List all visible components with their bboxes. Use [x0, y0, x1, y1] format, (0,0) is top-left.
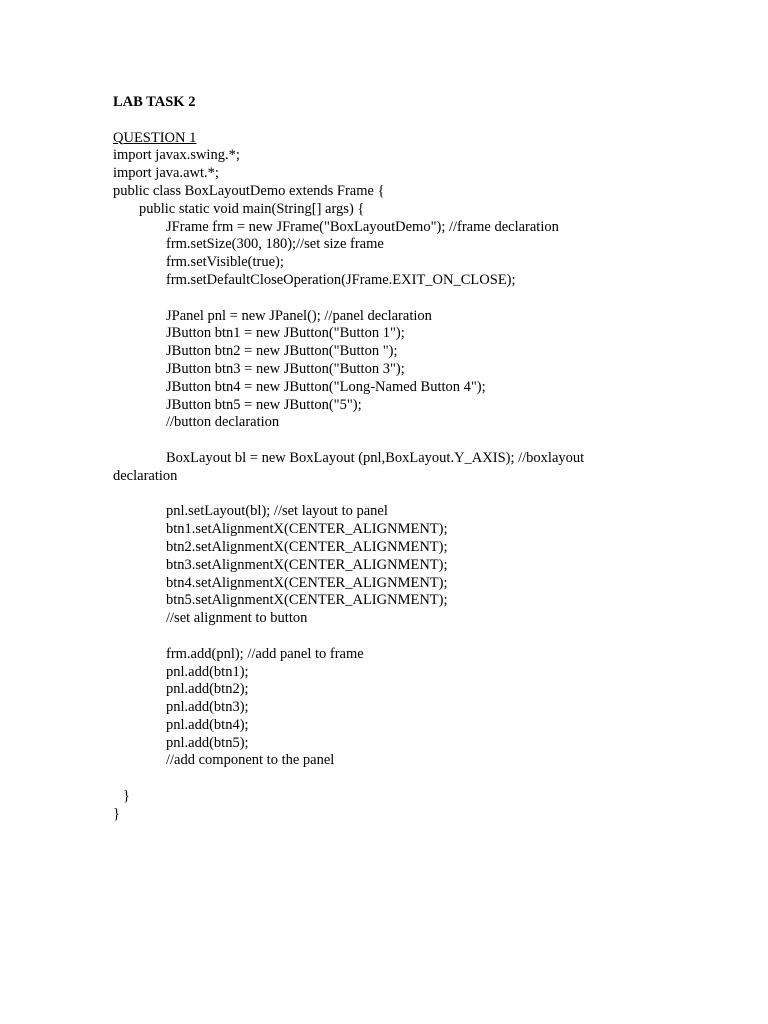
code-line: //button declaration [166, 414, 280, 431]
code-line: btn3.setAlignmentX(CENTER_ALIGNMENT); [166, 556, 448, 573]
code-line: btn1.setAlignmentX(CENTER_ALIGNMENT); [166, 521, 448, 538]
code-line: pnl.add(btn3); [166, 699, 249, 716]
document-title: LAB TASK 2 [113, 94, 196, 110]
code-line: public class BoxLayoutDemo extends Frame { [113, 182, 385, 199]
code-line: declaration [113, 467, 178, 484]
spacer [113, 112, 673, 130]
code-line: pnl.add(btn1); [166, 663, 249, 680]
code-line: //add component to the panel [166, 752, 335, 769]
code-line: } [123, 788, 130, 805]
code-line: btn2.setAlignmentX(CENTER_ALIGNMENT); [166, 538, 448, 555]
code-line: import javax.swing.*; [113, 147, 240, 164]
spacer [113, 770, 673, 788]
code-line: frm.setVisible(true); [166, 254, 284, 271]
code-line: JButton btn2 = new JButton("Button "); [166, 343, 398, 360]
code-line: import java.awt.*; [113, 165, 219, 182]
document-body [113, 94, 673, 824]
code-line: JButton btn5 = new JButton("5"); [166, 396, 362, 413]
code-line: pnl.add(btn5); [166, 734, 249, 751]
question-heading: QUESTION 1 [113, 129, 197, 146]
code-line: JButton btn1 = new JButton("Button 1"); [166, 325, 405, 342]
code-line: frm.setSize(300, 180);//set size frame [166, 236, 384, 253]
code-line: JPanel pnl = new JPanel(); //panel declaration [166, 307, 432, 324]
spacer [113, 290, 673, 308]
spacer [113, 628, 673, 646]
code-line: pnl.add(btn4); [166, 716, 249, 733]
code-line: //set alignment to button [166, 610, 308, 627]
code-line: pnl.add(btn2); [166, 681, 249, 698]
code-line: JButton btn3 = new JButton("Button 3"); [166, 360, 405, 377]
code-line: btn4.setAlignmentX(CENTER_ALIGNMENT); [166, 574, 448, 591]
code-line: JButton btn4 = new JButton("Long-Named Button 4"); [166, 378, 486, 395]
spacer [113, 432, 673, 450]
code-line: btn5.setAlignmentX(CENTER_ALIGNMENT); [166, 592, 448, 609]
code-line: } [113, 805, 120, 822]
code-line: frm.setDefaultCloseOperation(JFrame.EXIT_ON_CLOSE); [166, 271, 516, 288]
code-line: JFrame frm = new JFrame("BoxLayoutDemo"); //frame declaration [166, 218, 559, 235]
code-line: frm.add(pnl); //add panel to frame [166, 645, 364, 662]
code-line: public static void main(String[] args) { [139, 200, 365, 217]
code-line: BoxLayout bl = new BoxLayout (pnl,BoxLayout.Y_AXIS); //boxlayout [166, 449, 585, 466]
code-line: pnl.setLayout(bl); //set layout to panel [166, 503, 388, 520]
spacer [113, 486, 673, 504]
